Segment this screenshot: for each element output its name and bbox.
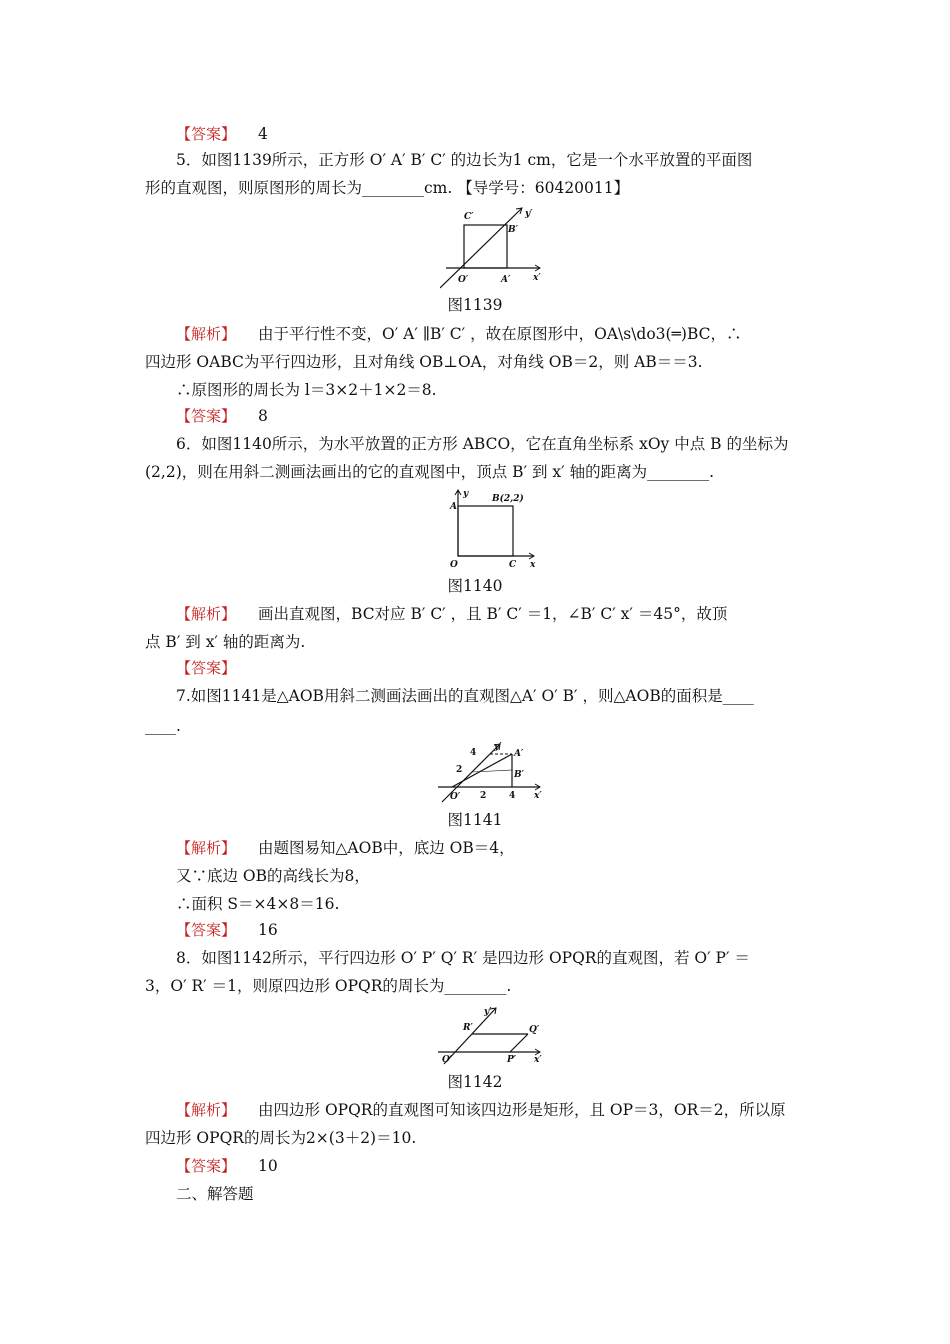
- figure-caption-1139: 图1139: [447, 296, 503, 314]
- solution-tag: 【解析】: [176, 325, 237, 343]
- fig-label: C′: [464, 212, 474, 222]
- figure-1140: [446, 488, 538, 572]
- q6-answer-line: [176, 658, 258, 678]
- answer-tag: 【答案】: [176, 407, 237, 425]
- section-heading: 二、解答题: [176, 1185, 254, 1203]
- q5-answer-line: [176, 406, 268, 426]
- q8-solution-line-2: 四边形 OPQR的周长为2×(3＋2)＝10.: [145, 1129, 417, 1147]
- fig-label: B(2,2): [492, 494, 524, 504]
- solution-tag: 【解析】: [176, 839, 237, 857]
- fig-label: 4: [509, 791, 516, 801]
- fig-label: y′: [484, 1007, 492, 1017]
- solution-tag: 【解析】: [176, 605, 237, 623]
- q7-answer-line: [176, 920, 278, 940]
- answer-tag: 【答案】: [176, 659, 237, 677]
- q8-line-1: 8．如图1142所示，平行四边形 O′ P′ Q′ R′ 是四边形 OPQR的直观图，若 O′ P′ ＝: [176, 949, 750, 967]
- fig-label: x′: [533, 273, 541, 283]
- figure-1141: [436, 740, 548, 804]
- q7-solution-line-1: [176, 838, 515, 858]
- q5-solution-line-3: ∴原图形的周长为 l＝3×2＋1×2＝8.: [176, 381, 437, 399]
- fig-label: B′: [508, 225, 518, 235]
- answer-line-q4: [176, 124, 268, 144]
- fig-label: O′: [450, 792, 461, 802]
- fig-label: y: [463, 489, 469, 499]
- fig-label: 4: [470, 748, 477, 758]
- answer-value: 10: [258, 1157, 278, 1175]
- q8-line-2: 3，O′ R′ ＝1，则原四边形 OPQR的周长为________.: [145, 977, 512, 995]
- solution-text: 由题图易知△AOB中，底边 OB＝4，: [258, 839, 515, 857]
- figure-caption-1142: 图1142: [447, 1073, 503, 1091]
- q6-solution-line-2: 点 B′ 到 x′ 轴的距离为.: [145, 633, 306, 651]
- answer-tag: 【答案】: [176, 921, 237, 939]
- fig-label: P′: [507, 1055, 517, 1065]
- fig-label: R′: [463, 1023, 473, 1033]
- fig-label: B′: [514, 770, 524, 780]
- fig-label: y′: [525, 209, 533, 219]
- answer-value: 4: [258, 125, 268, 143]
- q6-line-1: 6．如图1140所示，为水平放置的正方形 ABCO，它在直角坐标系 xOy 中点 B 的坐标为: [176, 435, 789, 453]
- answer-value: 8: [258, 407, 268, 425]
- q7-solution-line-2: 又∵底边 OB的高线长为8，: [176, 867, 370, 885]
- q8-solution-line-1: [176, 1100, 786, 1120]
- figure-caption-1141: 图1141: [447, 811, 503, 829]
- solution-tag: 【解析】: [176, 1101, 237, 1119]
- figure-caption-1140: 图1140: [447, 577, 503, 595]
- fig-label: 2: [456, 765, 463, 775]
- q7-solution-line-3: ∴面积 S＝×4×8＝16.: [176, 895, 340, 913]
- fig-label: A: [450, 502, 457, 512]
- figure-1142: [436, 1002, 548, 1066]
- answer-tag: 【答案】: [176, 1157, 237, 1175]
- q7-line-1: 7.如图1141是△AOB用斜二测画法画出的直观图△A′ O′ B′ ，则△AOB的面积是____: [176, 687, 754, 705]
- q8-answer-line: [176, 1156, 278, 1176]
- fig-label: A′: [514, 749, 524, 759]
- solution-text: 由四边形 OPQR的直观图可知该四边形是矩形，且 OP＝3，OR＝2，所以原: [258, 1101, 786, 1119]
- q5-solution-line-2: 四边形 OABC为平行四边形，且对角线 OB⊥OA，对角线 OB＝2，则 AB＝＝3.: [145, 353, 703, 371]
- solution-text: 画出直观图，BC对应 B′ C′ ，且 B′ C′ ＝1，∠B′ C′ x′ ＝45°，故顶: [258, 605, 728, 623]
- q5-solution-line-1: [176, 324, 742, 344]
- fig-label: 2: [480, 791, 487, 801]
- fig-label: Q′: [529, 1025, 540, 1035]
- q6-solution-line-1: [176, 604, 727, 624]
- q7-line-2: ____.: [145, 717, 181, 735]
- answer-value: 16: [258, 921, 278, 939]
- fig-label: O′: [458, 275, 469, 285]
- fig-label: x′: [534, 791, 542, 801]
- q6-line-2: (2,2)，则在用斜二测画法画出的它的直观图中，顶点 B′ 到 x′ 轴的距离为________.: [145, 463, 715, 481]
- answer-tag: 【答案】: [176, 125, 237, 143]
- fig-label: C: [509, 560, 517, 570]
- q5-line-2: 形的直观图，则原图形的周长为________cm. 【导学号：60420011】: [145, 179, 630, 197]
- fig-label: A′: [501, 275, 511, 285]
- figure-1139: [440, 204, 548, 290]
- solution-text: 由于平行性不变，O′ A′ ∥B′ C′ ，故在原图形中，OA\s\do3(═)BC，∴: [258, 325, 742, 343]
- fig-label: x′: [534, 1055, 542, 1065]
- fig-label: y′: [494, 742, 502, 752]
- q5-line-1: 5．如图1139所示，正方形 O′ A′ B′ C′ 的边长为1 cm，它是一个水平放置的平面图: [176, 151, 753, 169]
- fig-label: O: [450, 560, 458, 570]
- fig-label: x: [530, 560, 536, 570]
- fig-label: O′: [442, 1055, 453, 1065]
